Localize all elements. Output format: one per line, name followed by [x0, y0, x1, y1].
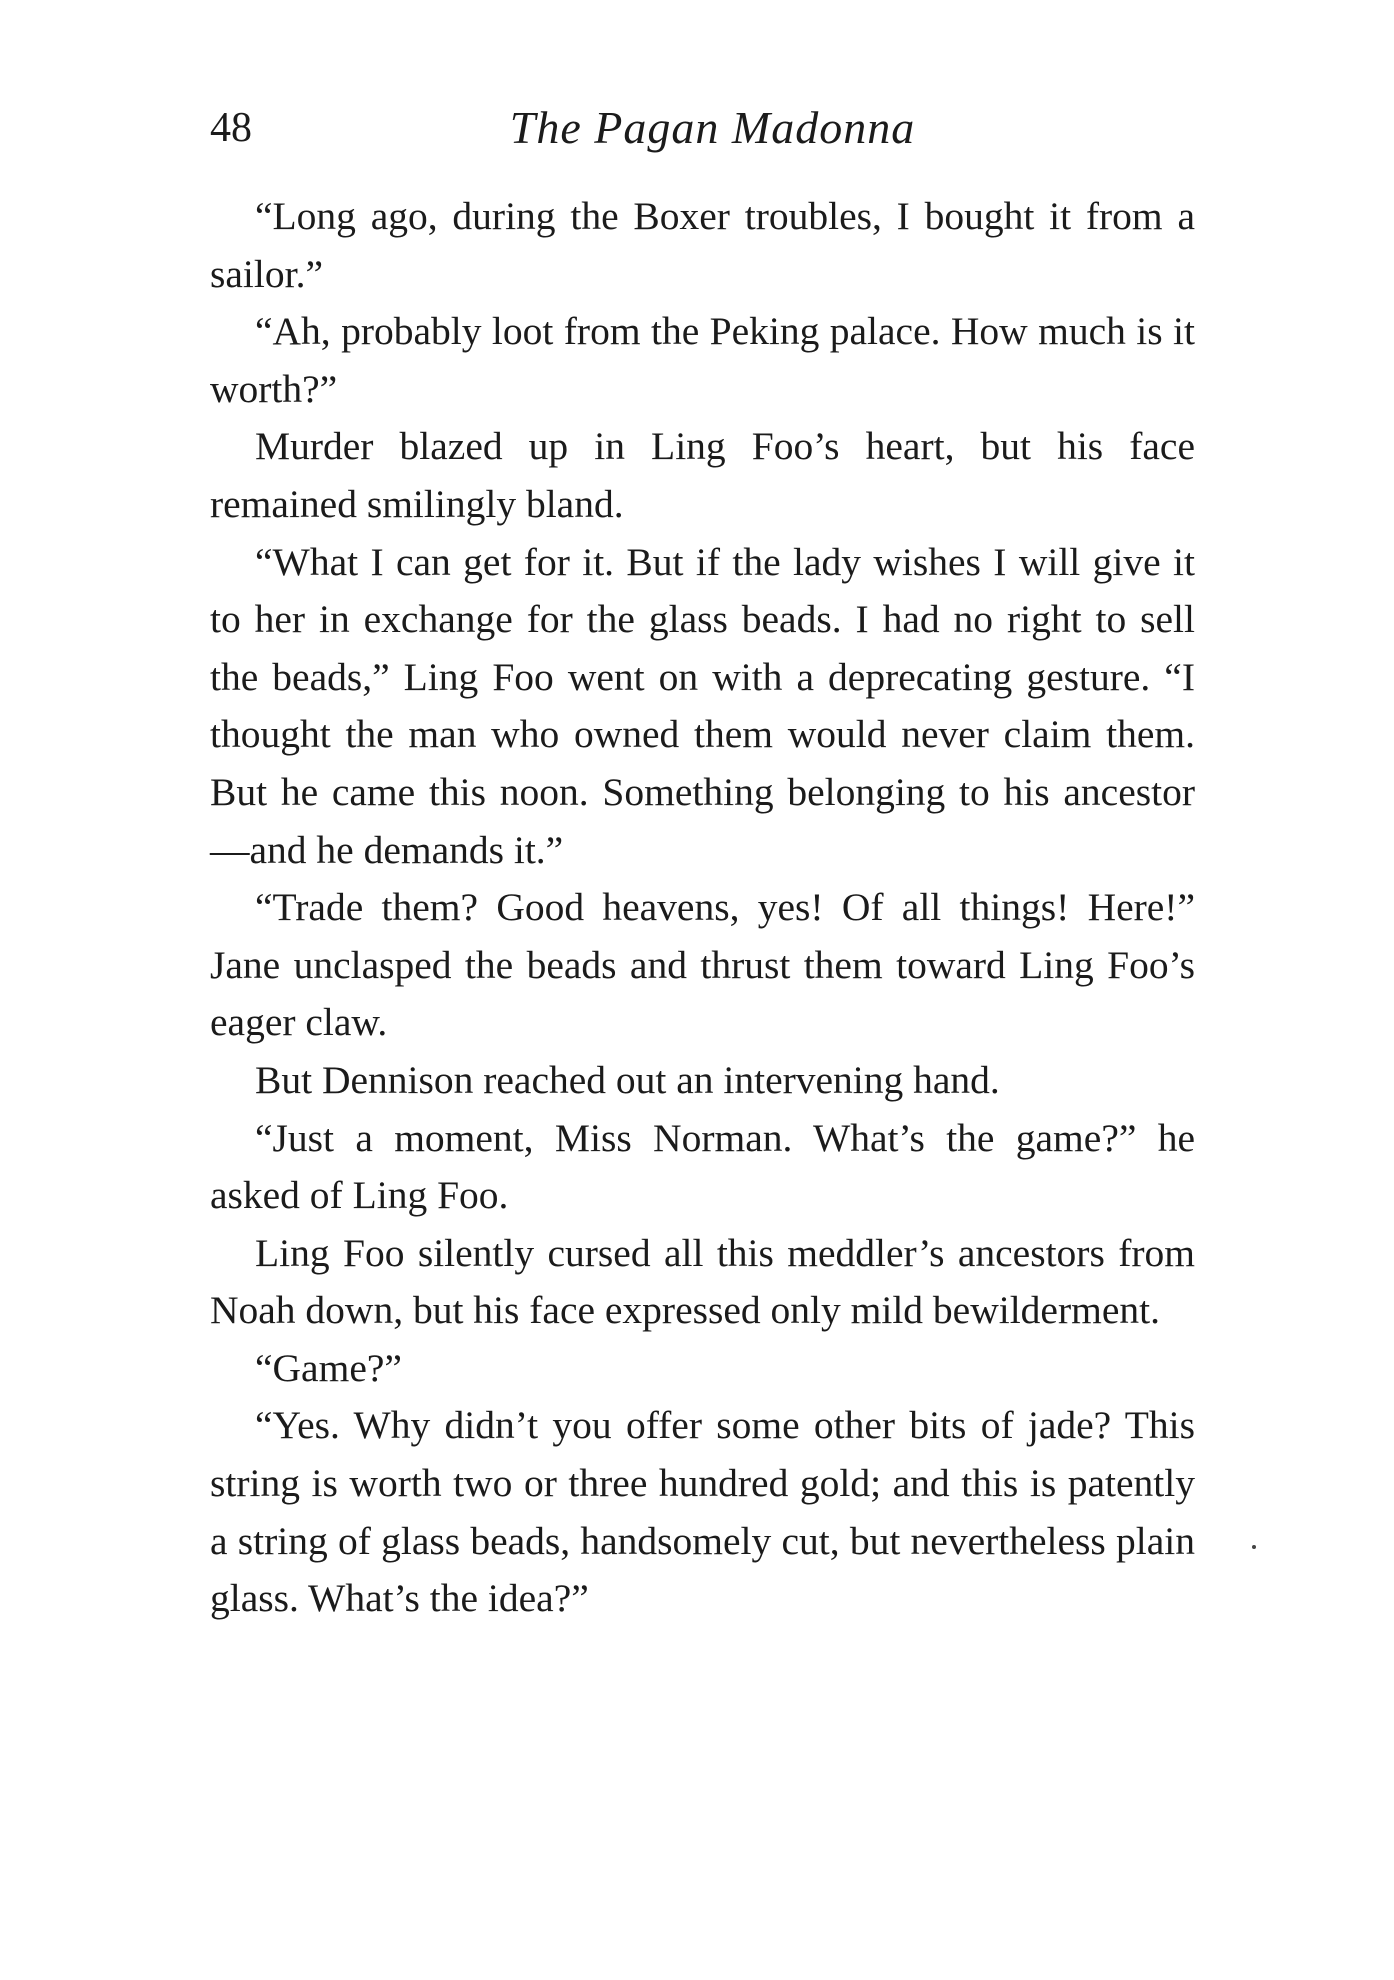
body-text [210, 188, 1195, 1628]
paragraph: But Dennison reached out an intervening hand. [255, 1057, 1000, 1102]
paragraph: “Ah, probably loot from the Peking palace. How much is it worth?” [210, 309, 1195, 411]
paragraph: “What I can get for it. But if the lady wishes I will give it to her in exchange for the glass beads. I had no right to sell the beads,” Ling Foo went on with a deprecating gesture. “I thought the man who owned them would never claim them. But he came this noon. Something belonging to his ancestor—and he demands it.” [210, 539, 1195, 872]
scan-speck [1252, 1545, 1256, 1549]
paragraph: Murder blazed up in Ling Foo’s heart, but his face remained smilingly bland. [210, 424, 1195, 526]
paragraph: “Long ago, during the Boxer troubles, I bought it from a sailor.” [210, 194, 1195, 296]
running-title: The Pagan Madonna [509, 102, 916, 153]
paragraph: “Yes. Why didn’t you offer some other bits of jade? This string is worth two or three hundred gold; and this is patently a string of glass beads, handsomely cut, but nevertheless plain glass. What’s the idea?” [210, 1403, 1195, 1621]
paragraph: “Trade them? Good heavens, yes! Of all things! Here!” Jane unclasped the beads and thrust them toward Ling Foo’s eager claw. [210, 885, 1195, 1045]
paragraph: “Game?” [255, 1345, 402, 1390]
page-header [210, 98, 1195, 158]
page-number: 48 [210, 105, 252, 151]
paragraph: Ling Foo silently cursed all this meddler’s ancestors from Noah down, but his face expressed only mild bewilderment. [210, 1230, 1195, 1333]
paragraph: “Just a moment, Miss Norman. What’s the game?” he asked of Ling Foo. [210, 1115, 1195, 1218]
